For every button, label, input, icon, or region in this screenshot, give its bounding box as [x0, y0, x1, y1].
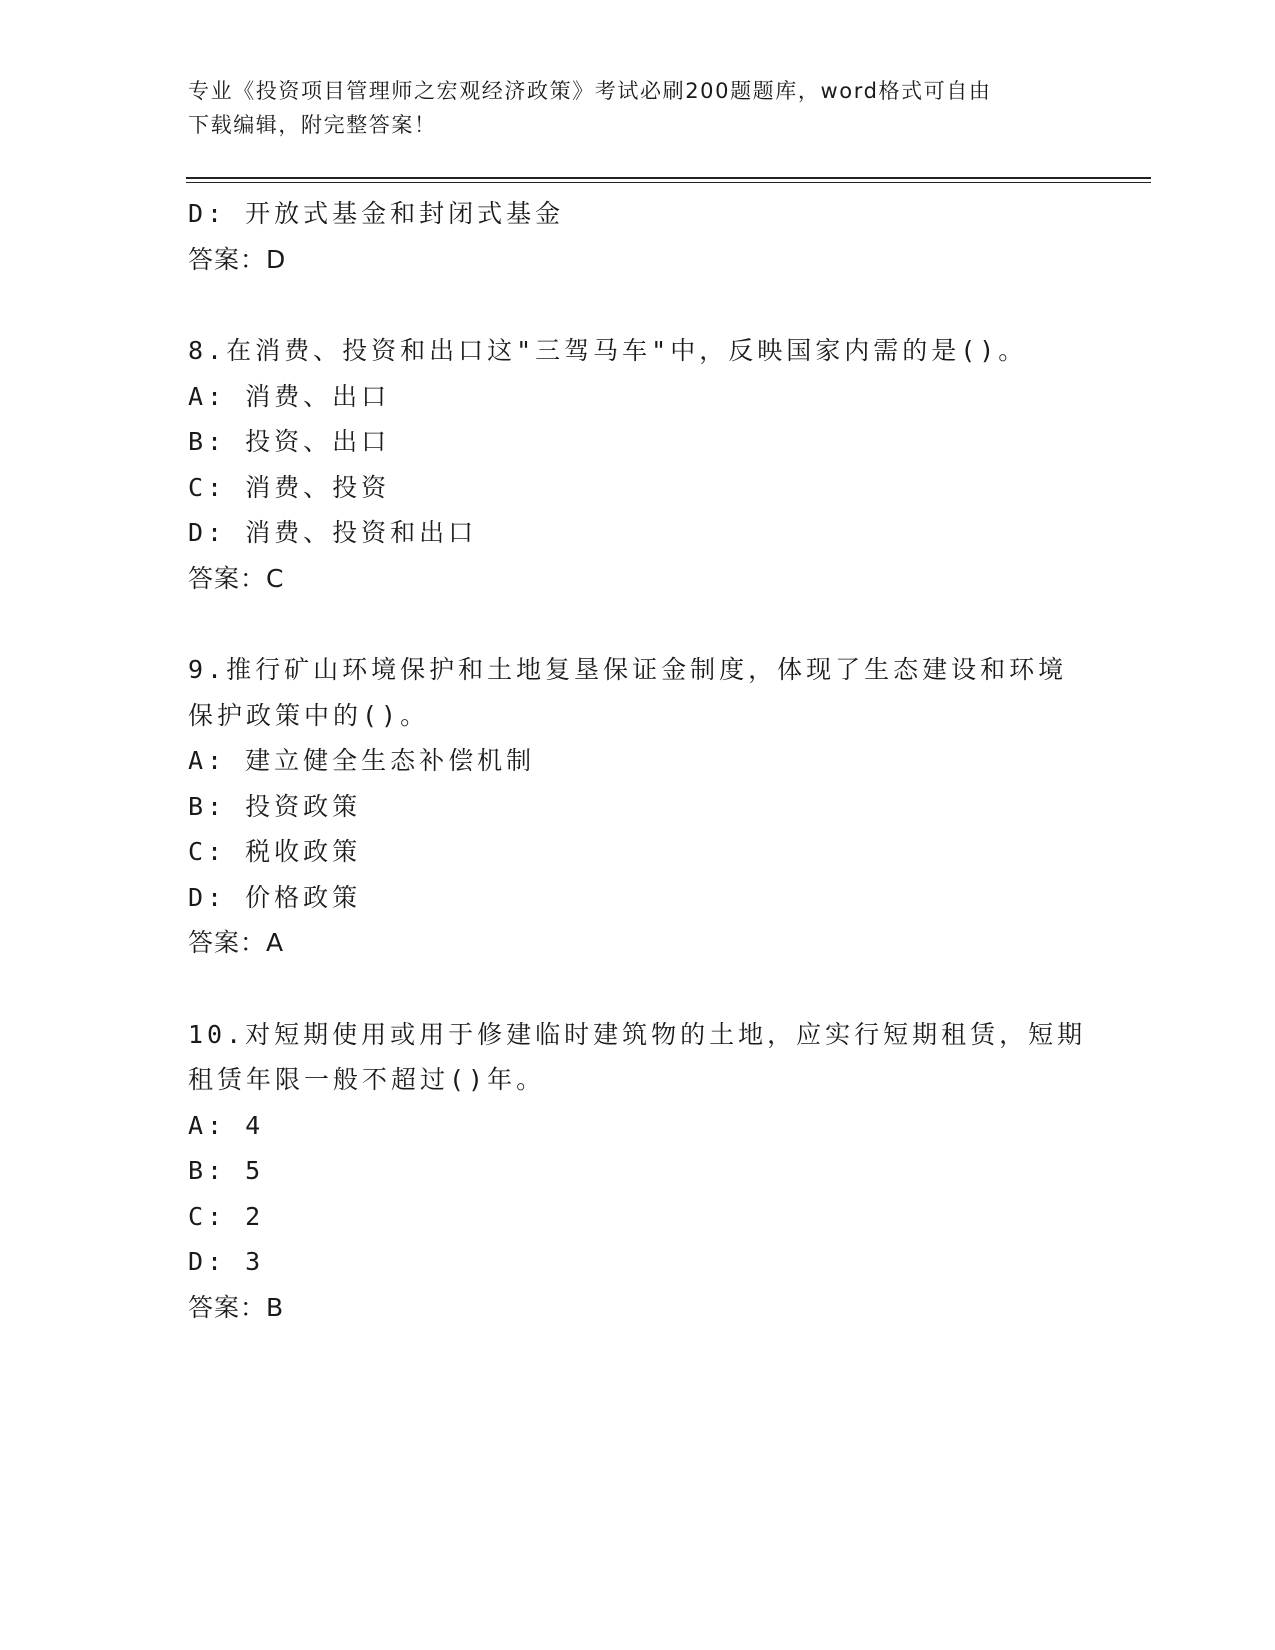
option-c: C: 2: [188, 1201, 265, 1231]
answer-line: 答案：A: [188, 928, 285, 957]
header-line-1: 专业《投资项目管理师之宏观经济政策》考试必刷200题题库，word格式可自由: [188, 79, 992, 103]
question-stem: 9.推行矿山环境保护和土地复垦保证金制度，体现了生态建设和环境: [188, 655, 1068, 684]
option-c: C: 税收政策: [188, 837, 362, 866]
header-divider: [186, 177, 1151, 179]
option-a: A: 4: [188, 1110, 265, 1140]
spacer: [188, 601, 1088, 647]
option-b: B: 投资、出口: [188, 427, 391, 456]
question-9: [188, 647, 1088, 966]
option-d: D: 3: [188, 1247, 265, 1276]
header-divider-thin: [186, 182, 1151, 183]
option-d: D: 价格政策: [188, 882, 362, 912]
question-stem: 8.在消费、投资和出口这"三驾马车"中，反映国家内需的是()。: [188, 336, 1028, 365]
question-stem-continued: 保护政策中的()。: [188, 700, 430, 730]
question-body: [188, 191, 1088, 1330]
spacer: [188, 282, 1088, 328]
option-a: A: 消费、出口: [188, 381, 391, 411]
question-stem-continued: 租赁年限一般不超过()年。: [188, 1065, 546, 1094]
document-header: [188, 74, 1068, 142]
answer-line: 答案：C: [188, 563, 285, 593]
header-line-2: 下载编辑，附完整答案！: [188, 113, 437, 137]
question-stem: 10.对短期使用或用于修建临时建筑物的土地，应实行短期租赁，短期: [188, 1019, 1087, 1049]
option-d: D: 开放式基金和封闭式基金: [188, 199, 565, 228]
option-d: D: 消费、投资和出口: [188, 518, 478, 547]
spacer: [188, 966, 1088, 1012]
option-a: A: 建立健全生态补偿机制: [188, 746, 536, 775]
answer-line: 答案：B: [188, 1292, 285, 1322]
question-8: [188, 328, 1088, 601]
answer-line: 答案：D: [188, 244, 287, 274]
previous-question-tail: [188, 191, 1088, 282]
option-c: C: 消费、投资: [188, 472, 391, 502]
option-b: B: 5: [188, 1156, 265, 1185]
option-b: B: 投资政策: [188, 791, 362, 821]
question-10: [188, 1012, 1088, 1331]
